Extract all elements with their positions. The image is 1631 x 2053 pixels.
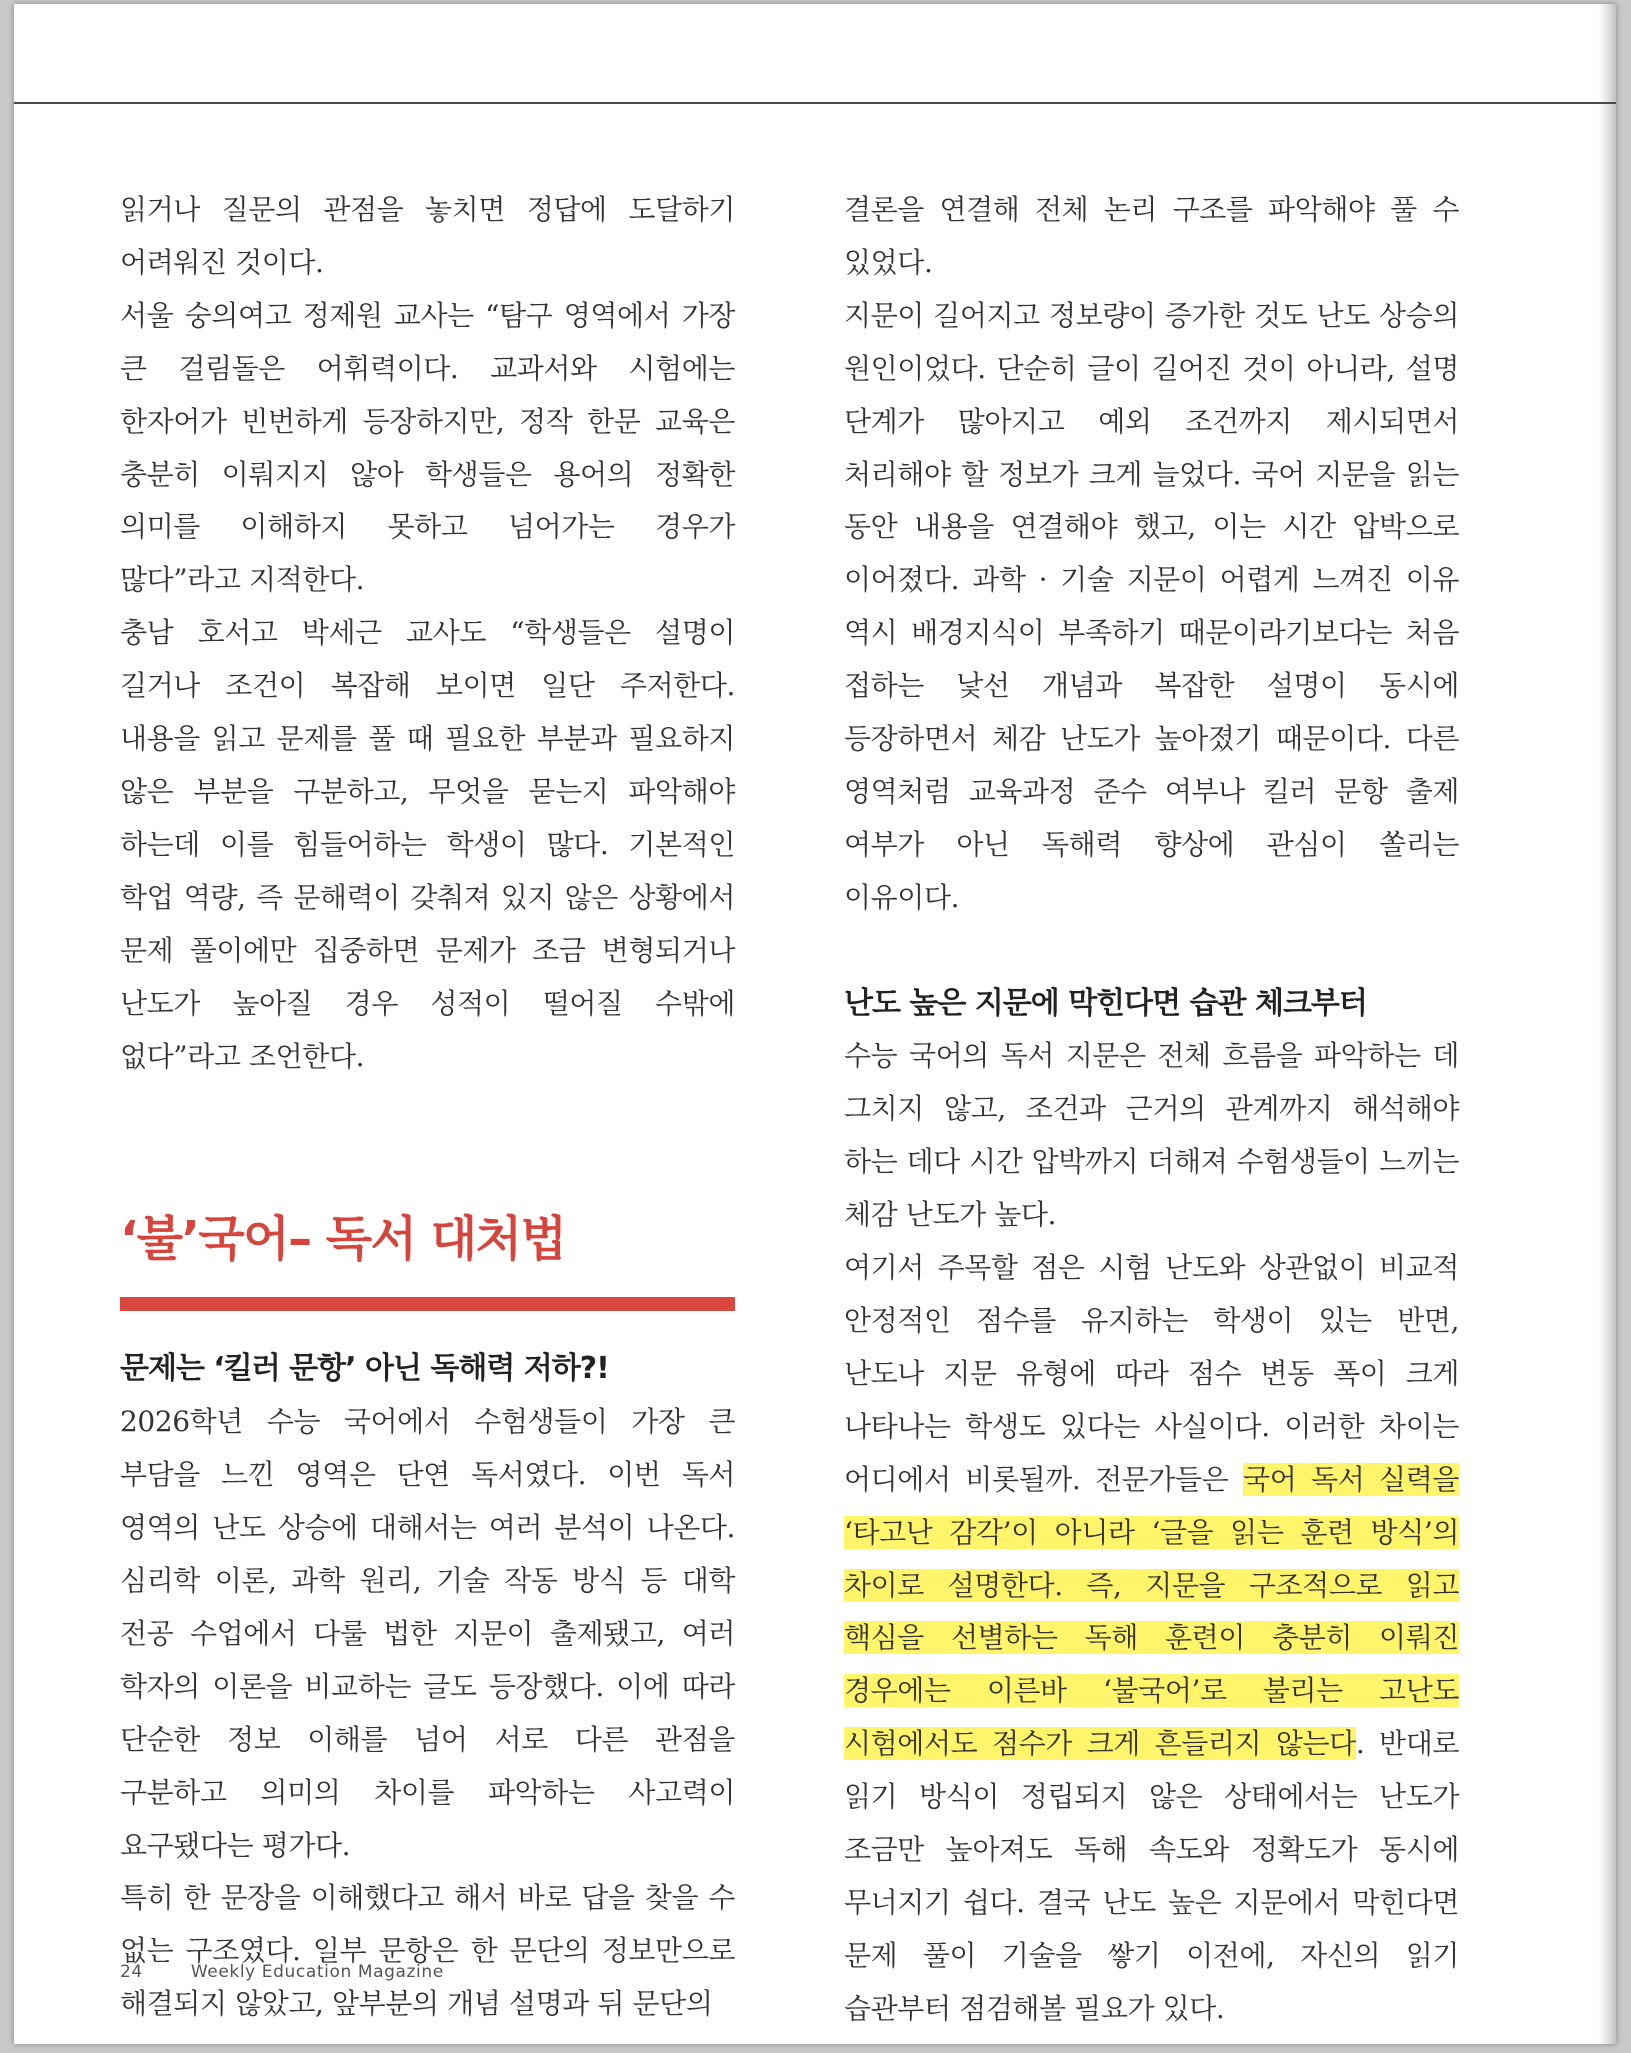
subheading: 난도 높은 지문에 막힌다면 습관 체크부터 bbox=[844, 985, 1367, 1021]
binding-shadow bbox=[1598, 4, 1616, 2044]
header-rule bbox=[14, 102, 1616, 104]
page-number: 24 bbox=[120, 1962, 143, 1982]
paragraph: 특히 한 문장을 이해했다고 해서 바로 답을 찾을 수 없는 구조였다. 일부 문항은 한 문단의 정보만으로 해결되지 않았고, 앞부분의 개념 설명과 뒤 문단의 bbox=[120, 1881, 735, 2021]
text-run: 여기서 주목할 점은 시험 난도와 상관없이 비교적 안정적인 점수를 유지하는 학생이 있는 반면, 난도나 지문 유형에 따라 점수 변동 폭이 크게 나타나는 학생도 있다는 사실이다. 이러한 차이는 어디에서 비롯될까. 전문가들은 bbox=[844, 1251, 1459, 1496]
magazine-name: Weekly Education Magazine bbox=[190, 1962, 444, 1982]
paragraph bbox=[844, 1242, 1459, 2036]
section-title: ‘불’국어– 독서 대처법 bbox=[120, 1211, 566, 1268]
highlighted-text: 국어 독서 실력을 ‘타고난 감각’이 아니라 ‘글을 읽는 훈련 방식’의 차이로 설명한다. 즉, 지문을 구조적으로 읽고 핵심을 선별하는 독해 훈련이 충분히 이뤄진 경우에는 이른바 ‘불국어’로 불리는 고난도 시험에서도 점수가 크게 흔들리지 않는다 bbox=[844, 1462, 1459, 1761]
text-run: . 반대로 읽기 방식이 정립되지 않은 상태에서는 난도가 조금만 높아져도 독해 속도와 정확도가 동시에 무너지기 쉽다. 결국 난도 높은 지문에서 막힌다면 문제 풀이 기술을 쌓기 이전에, 자신의 읽기 습관부터 점검해볼 필요가 있다. bbox=[844, 1727, 1459, 2025]
paragraph: 충남 호서고 박세근 교사도 “학생들은 설명이 길거나 조건이 복잡해 보이면 일단 주저한다. 내용을 읽고 문제를 풀 때 필요한 부분과 필요하지 않은 부분을 구분하고, 무엇을 묻는지 파악해야 하는데 이를 힘들어하는 학생이 많다. 기본적인 학업 역량, 즉 문해력이 갖춰져 있지 않은 상황에서 문제 풀이에만 집중하면 문제가 조금 변형되거나 난도가 높아질 경우 성적이 떨어질 수밖에 없다”라고 조언한다. bbox=[120, 616, 735, 1073]
paragraph: 결론을 연결해 전체 논리 구조를 파악해야 풀 수 있었다. bbox=[844, 193, 1459, 279]
paragraph: 2026학년 수능 국어에서 수험생들이 가장 큰 부담을 느낀 영역은 단연 독서였다. 이번 독서 영역의 난도 상승에 대해서는 여러 분석이 나온다. 심리학 이론, 과학 원리, 기술 작동 방식 등 대학 전공 수업에서 다룰 법한 지문이 출제됐고, 여러 학자의 이론을 비교하는 글도 등장했다. 이에 따라 단순한 정보 이해를 넘어 서로 다른 관점을 구분하고 의미의 차이를 파악하는 사고력이 요구됐다는 평가다. bbox=[120, 1405, 735, 1862]
section-divider-bar bbox=[120, 1297, 735, 1311]
right-column bbox=[844, 184, 1459, 2036]
paragraph: 지문이 길어지고 정보량이 증가한 것도 난도 상승의 원인이었다. 단순히 글이 길어진 것이 아니라, 설명 단계가 많아지고 예외 조건까지 제시되면서 처리해야 할 정보가 크게 늘었다. 국어 지문을 읽는 동안 내용을 연결해야 했고, 이는 시간 압박으로 이어졌다. 과학 · 기술 지문이 어렵게 느껴진 이유 역시 배경지식이 부족하기 때문이라기보다는 처음 접하는 낯선 개념과 복잡한 설명이 동시에 등장하면서 체감 난도가 높아졌기 때문이다. 다른 영역처럼 교육과정 준수 여부나 킬러 문항 출제 여부가 아닌 독해력 향상에 관심이 쏠리는 이유이다. bbox=[844, 298, 1459, 914]
paragraph: 읽거나 질문의 관점을 놓치면 정답에 도달하기 어려워진 것이다. bbox=[120, 193, 735, 279]
left-column bbox=[120, 184, 735, 2031]
paragraph: 서울 숭의여고 정제원 교사는 “탐구 영역에서 가장 큰 걸림돌은 어휘력이다. 교과서와 시험에는 한자어가 빈번하게 등장하지만, 정작 한문 교육은 충분히 이뤄지지 않아 학생들은 용어의 정확한 의미를 이해하지 못하고 넘어가는 경우가 많다”라고 지적한다. bbox=[120, 298, 735, 597]
magazine-page bbox=[14, 4, 1616, 2044]
page-footer bbox=[120, 1962, 444, 1982]
paragraph: 수능 국어의 독서 지문은 전체 흐름을 파악하는 데 그치지 않고, 조건과 근거의 관계까지 해석해야 하는 데다 시간 압박까지 더해져 수험생들이 느끼는 체감 난도가 높다. bbox=[844, 1039, 1459, 1232]
subheading: 문제는 ‘킬러 문항’ 아닌 독해력 저하?! bbox=[120, 1351, 609, 1387]
